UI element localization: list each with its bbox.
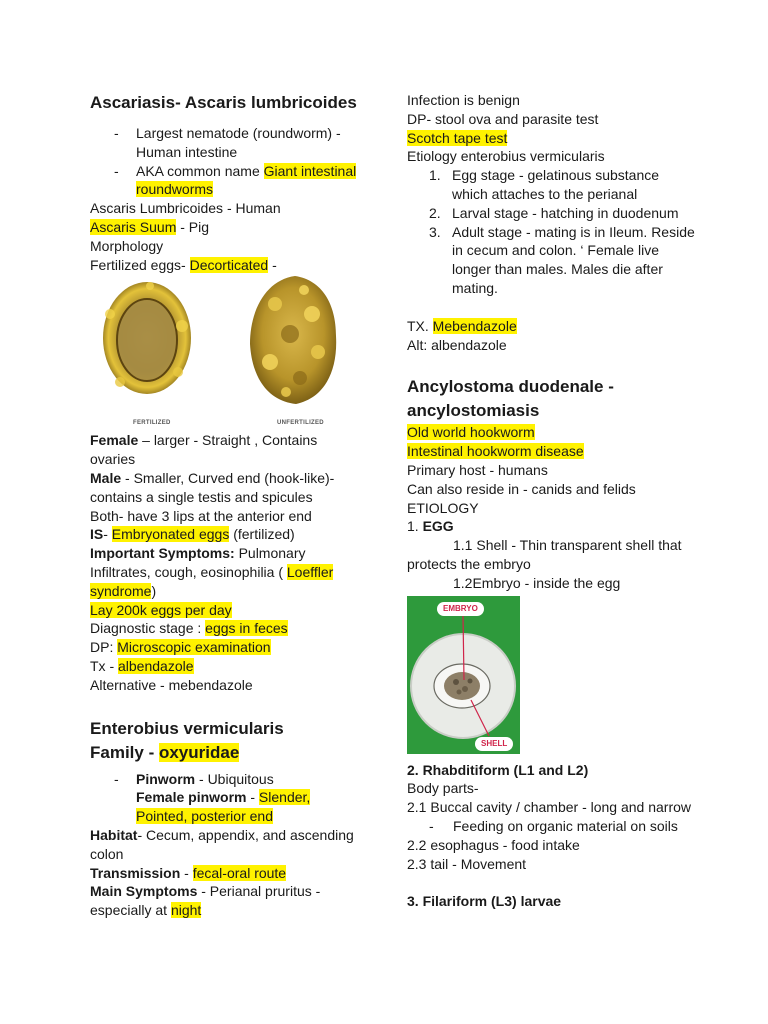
text-line: 2.3 tail - Movement: [407, 855, 527, 872]
shell-tag: SHELL: [475, 737, 513, 751]
text-line: Fertilized eggs- Decorticated -: [90, 256, 277, 273]
numbered-item: 1. Egg stage - gelatinous substance which attaches to the perianal: [429, 167, 660, 202]
text-line: Ascaris Lumbricoides - Human: [90, 200, 281, 217]
text-line: Ascaris Suum - Pig: [90, 218, 210, 235]
text-line: Etiology enterobius vermicularis: [407, 148, 605, 165]
text-line: Morphology: [90, 237, 164, 254]
list-item: - AKA common name Giant intestinal roundworms: [90, 162, 365, 200]
text-line: Tx - albendazole: [90, 657, 194, 674]
text-line: TX. Mebendazole: [407, 317, 517, 334]
text-line: 2.1 Buccal cavity / chamber - long and narrow: [407, 799, 692, 816]
text-line: Habitat- Cecum, appendix, and ascending colon: [90, 826, 354, 862]
text-line: Alt: albendazole: [407, 336, 507, 353]
text-line: Main Symptoms - Perianal pruritus - especially at night: [90, 883, 321, 919]
unfertilized-caption: UNFERTILIZED: [277, 420, 324, 427]
text-line: 1.1 Shell - Thin transparent shell that protects the embryo: [407, 537, 682, 572]
embryo-tag: EMBRYO: [437, 602, 484, 616]
text-line: Female – larger - Straight , Contains ovaries: [90, 432, 318, 468]
family-heading: Family - oxyuridae: [90, 742, 240, 762]
text-line: Transmission - fecal-oral route: [90, 864, 287, 881]
left-column: [90, 0, 365, 920]
text-line: 2. Rhabditiform (L1 and L2): [407, 761, 589, 778]
text-line: Alternative - mebendazole: [90, 676, 253, 693]
ancylostoma-heading: Ancylostoma duodenale - ancylostomiasis: [407, 377, 614, 421]
hookworm-egg-image: [407, 596, 520, 754]
fertilized-caption: FERTILIZED: [133, 420, 171, 427]
ascaris-eggs-figure: [90, 274, 350, 431]
text-line: Scotch tape test: [407, 129, 508, 146]
text-line: Lay 200k eggs per day: [90, 601, 232, 618]
text-line: 1.2Embryo - inside the egg: [453, 574, 621, 591]
list-item: - Feeding on organic material on soils: [407, 817, 697, 836]
text-line: Diagnostic stage : eggs in feces: [90, 620, 288, 637]
text-line: Body parts-: [407, 780, 479, 797]
enterobius-heading: Enterobius vermicularis: [90, 718, 284, 738]
right-column: [407, 0, 697, 911]
text-line: 2.2 esophagus - food intake: [407, 836, 580, 853]
text-line: IS- Embryonated eggs (fertilized): [90, 526, 295, 543]
numbered-item: 2. Larval stage - hatching in duodenum: [429, 204, 679, 221]
text-line: Intestinal hookworm disease: [407, 443, 584, 460]
list-item-continued: Female pinworm - Slender, Pointed, posterior end: [136, 789, 311, 825]
text-line: Old world hookworm: [407, 424, 535, 441]
text-line: DP- stool ova and parasite test: [407, 110, 599, 127]
ascaris-eggs-image: [90, 274, 350, 431]
text-line: 3. Filariform (L3) larvae: [407, 893, 562, 910]
text-line: DP: Microscopic examination: [90, 639, 271, 656]
list-item: - Pinworm - Ubiquitous: [90, 770, 365, 789]
list-item: - Largest nematode (roundworm) - Human intestine: [90, 124, 365, 162]
text-line: Can also reside in - canids and felids: [407, 480, 636, 497]
text-line: ETIOLOGY: [407, 499, 479, 516]
hookworm-egg-figure: [407, 596, 520, 754]
numbered-item: 3. Adult stage - mating is in Ileum. Reside in cecum and colon. ‘ Female live longer than males. Males die after mating.: [429, 223, 695, 296]
text-line: Infection is benign: [407, 92, 520, 108]
text-line: Important Symptoms: Pulmonary Infiltrates, cough, eosinophilia ( Loeffler syndrome): [90, 545, 334, 599]
text-line: Primary host - humans: [407, 461, 548, 478]
ascaris-heading: Ascariasis- Ascaris lumbricoides: [90, 93, 357, 112]
text-line: Both- have 3 lips at the anterior end: [90, 507, 312, 524]
text-line: 1. EGG: [407, 518, 454, 535]
text-line: Male - Smaller, Curved end (hook-like)- contains a single testis and spicules: [90, 469, 335, 505]
